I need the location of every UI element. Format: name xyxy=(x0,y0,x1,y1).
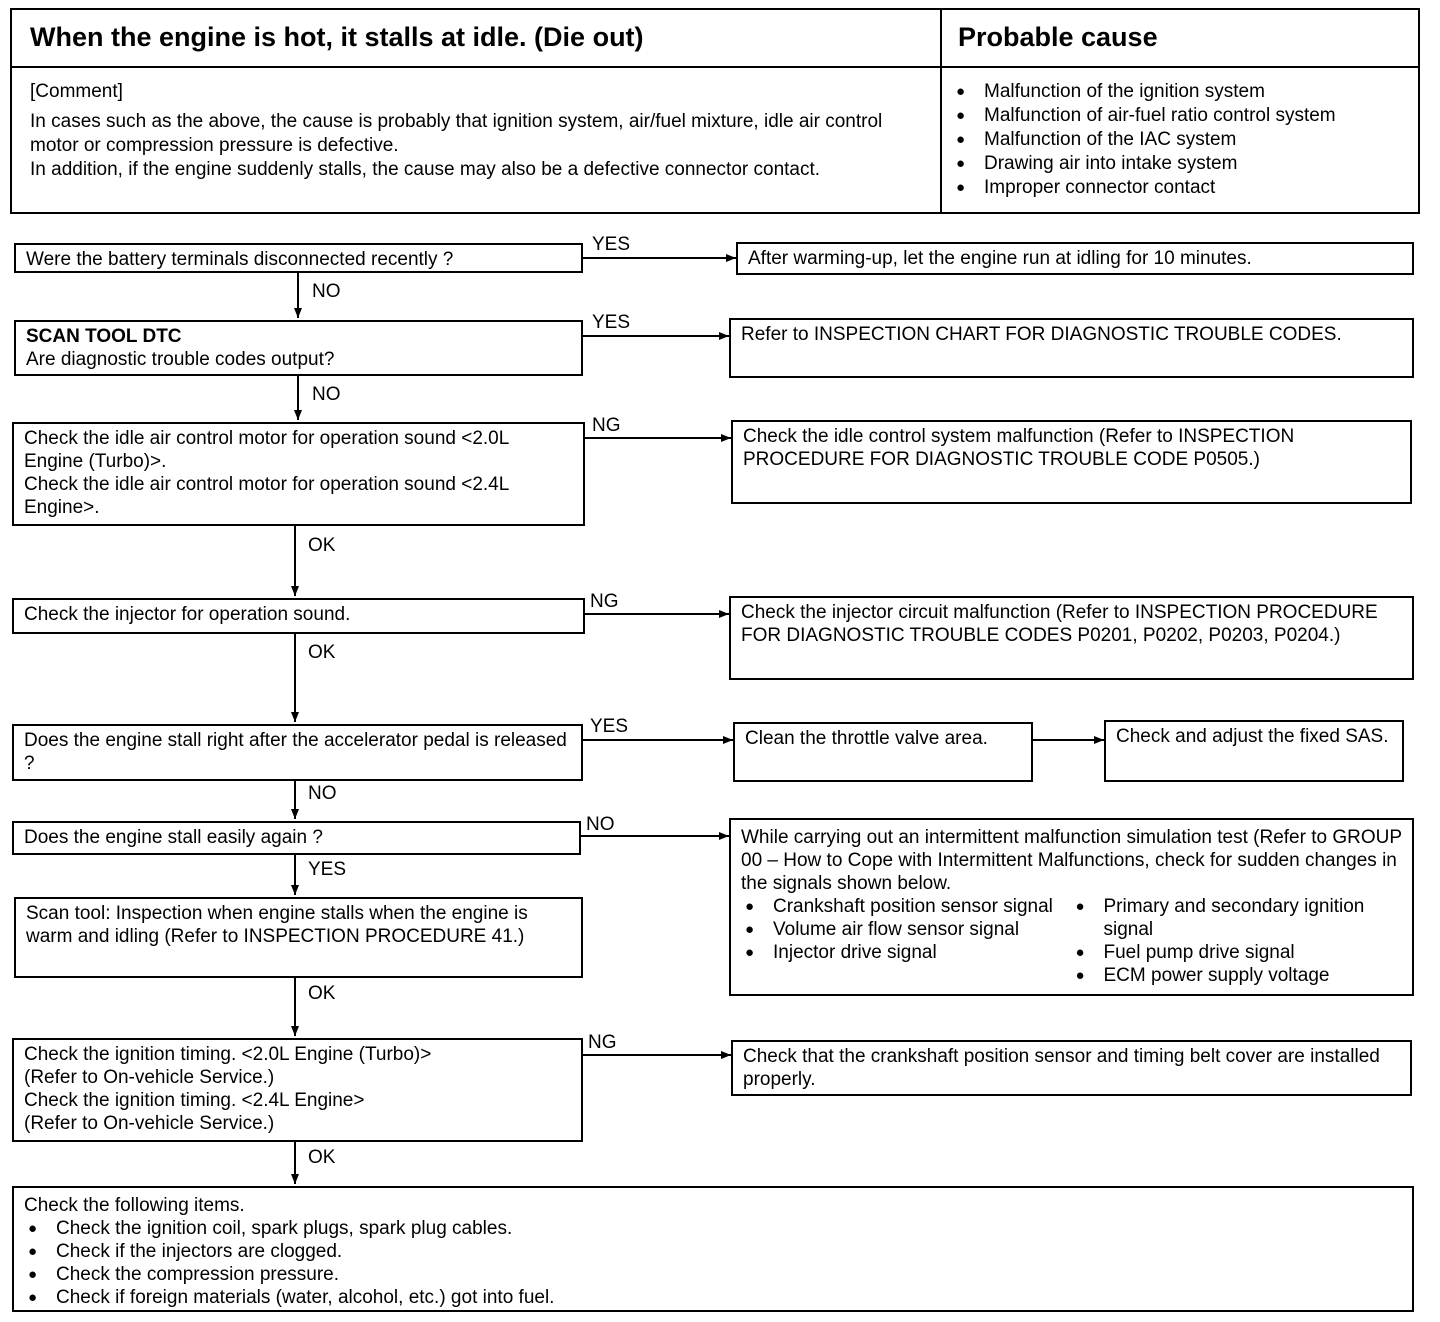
label-yes: YES xyxy=(308,859,347,880)
signal-item: ● Fuel pump drive signal xyxy=(1072,941,1403,964)
cause-item: ● Malfunction of air-fuel ratio control system xyxy=(952,104,1408,128)
action-text: Refer to INSPECTION CHART FOR DIAGNOSTIC TROUBLE CODES. xyxy=(741,324,1342,345)
signal-list-right xyxy=(1072,895,1403,987)
comment-cell xyxy=(12,68,942,212)
signal-item: ● Volume air flow sensor signal xyxy=(741,918,1072,941)
action-text: Check that the crankshaft position sensor and timing belt cover are installed properly. xyxy=(743,1046,1380,1090)
step-text: Check the idle air control motor for operation sound <2.4L Engine>. xyxy=(24,474,509,518)
action-text: While carrying out an intermittent malfunction simulation test (Refer to GROUP 00 – How to Cope with Intermittent Malfunctions, check for sudden changes in the signals shown below. xyxy=(741,827,1402,894)
label-ok: OK xyxy=(308,1147,336,1168)
label-ok: OK xyxy=(308,535,336,556)
action-text: Check the injector circuit malfunction (Refer to INSPECTION PROCEDURE FOR DIAGNOSTIC TROUBLE CODES P0201, P0202, P0203, P0204.) xyxy=(741,602,1378,646)
comment-text-1: In cases such as the above, the cause is probably that ignition system, air/fuel mixture, idle air control motor or compression pressure is defective. xyxy=(30,111,883,156)
final-item: ● Check the ignition coil, spark plugs, spark plug cables. xyxy=(24,1217,1402,1240)
causes-list xyxy=(952,80,1408,200)
step-text: Check the ignition timing. <2.4L Engine> xyxy=(24,1090,365,1111)
step-injector-sound xyxy=(12,598,585,634)
causes-cell xyxy=(942,68,1418,212)
label-ok: OK xyxy=(308,642,336,663)
action-text: After warming-up, let the engine run at idling for 10 minutes. xyxy=(748,248,1252,269)
final-item: ● Check the compression pressure. xyxy=(24,1263,1402,1286)
final-item: ● Check if the injectors are clogged. xyxy=(24,1240,1402,1263)
cause-item: ● Drawing air into intake system xyxy=(952,152,1408,176)
action-clean-throttle xyxy=(733,722,1033,782)
action-warm-up-idle xyxy=(736,242,1414,275)
final-item: ● Check if foreign materials (water, alcohol, etc.) got into fuel. xyxy=(24,1286,1402,1309)
action-adjust-sas xyxy=(1104,720,1404,782)
signal-item: ● Primary and secondary ignition signal xyxy=(1072,895,1403,941)
symptom-table xyxy=(10,8,1420,214)
label-no: NO xyxy=(312,281,341,302)
step-text: Were the battery terminals disconnected recently ? xyxy=(26,249,454,270)
final-title: Check the following items. xyxy=(24,1195,245,1216)
step-ignition-timing xyxy=(12,1038,583,1142)
step-text: Check the idle air control motor for operation sound <2.0L Engine (Turbo)>. xyxy=(24,428,509,472)
comment-label: [Comment] xyxy=(30,81,123,102)
cause-item: ● Malfunction of the ignition system xyxy=(952,80,1408,104)
step-stall-pedal-released xyxy=(12,724,583,781)
step-text: Does the engine stall easily again ? xyxy=(24,827,323,848)
step-scan-inspection xyxy=(14,897,583,978)
signal-item: ● Crankshaft position sensor signal xyxy=(741,895,1072,918)
label-no: NO xyxy=(312,384,341,405)
action-idle-control xyxy=(731,420,1412,504)
step-stall-again xyxy=(12,821,581,855)
action-crankshaft-sensor xyxy=(731,1040,1412,1096)
action-simulation-test xyxy=(729,818,1414,996)
probable-cause-title: Probable cause xyxy=(942,10,1418,68)
action-text: Clean the throttle valve area. xyxy=(745,728,988,749)
label-ng: NG xyxy=(590,591,619,612)
cause-item: ● Improper connector contact xyxy=(952,176,1408,200)
label-yes: YES xyxy=(592,312,631,333)
comment-text-2: In addition, if the engine suddenly stalls, the cause may also be a defective connector contact. xyxy=(30,159,821,180)
final-list xyxy=(24,1217,1402,1309)
step-text: Scan tool: Inspection when engine stalls when the engine is warm and idling (Refer to INSPECTION PROCEDURE 41.) xyxy=(26,903,528,947)
label-yes: YES xyxy=(592,234,631,255)
label-no: NO xyxy=(308,783,337,804)
step-text: (Refer to On-vehicle Service.) xyxy=(24,1067,275,1088)
signal-columns xyxy=(741,895,1402,987)
action-text: Check the idle control system malfunction (Refer to INSPECTION PROCEDURE FOR DIAGNOSTIC TROUBLE CODE P0505.) xyxy=(743,426,1295,470)
step-scan-tool-dtc xyxy=(14,320,583,376)
step-battery-terminals xyxy=(14,243,583,273)
step-text: Check the ignition timing. <2.0L Engine (Turbo)> xyxy=(24,1044,432,1065)
step-text: Does the engine stall right after the accelerator pedal is released ? xyxy=(24,730,567,774)
final-check-items xyxy=(12,1186,1414,1312)
step-iac-sound xyxy=(12,422,585,526)
symptom-title: When the engine is hot, it stalls at idle. (Die out) xyxy=(12,10,942,68)
signal-item: ● ECM power supply voltage xyxy=(1072,964,1403,987)
label-ok: OK xyxy=(308,983,336,1004)
label-yes: YES xyxy=(590,716,629,737)
action-dtc-chart xyxy=(729,318,1414,378)
label-no: NO xyxy=(586,814,615,835)
signal-list-left xyxy=(741,895,1072,987)
action-text: Check and adjust the fixed SAS. xyxy=(1116,726,1389,747)
signal-item: ● Injector drive signal xyxy=(741,941,1072,964)
label-ng: NG xyxy=(588,1032,617,1053)
step-text: Check the injector for operation sound. xyxy=(24,604,351,625)
step-text: Are diagnostic trouble codes output? xyxy=(26,349,335,370)
step-text: (Refer to On-vehicle Service.) xyxy=(24,1113,275,1134)
step-title: SCAN TOOL DTC xyxy=(26,326,182,347)
cause-item: ● Malfunction of the IAC system xyxy=(952,128,1408,152)
action-injector-circuit xyxy=(729,596,1414,680)
label-ng: NG xyxy=(592,415,621,436)
